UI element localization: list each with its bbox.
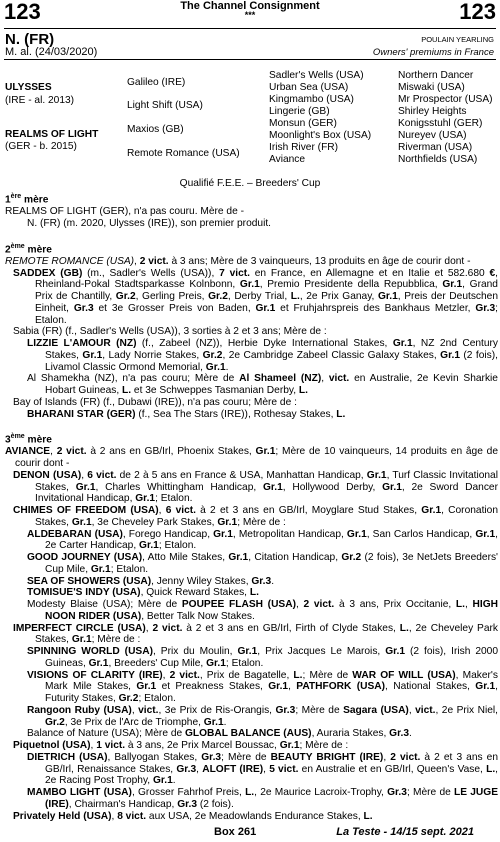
lot-number-right: 123 (459, 0, 496, 24)
pedigree-dam: REALMS OF LIGHT (5, 129, 99, 140)
pedigree-gen3: Moonlight's Box (USA) (269, 130, 372, 141)
sex-label: POULAIN YEARLING (421, 35, 494, 44)
pedigree-sire: ULYSSES (5, 82, 52, 93)
catalogue-body (5, 191, 498, 822)
produce-lizzie: LIZZIE L'AMOUR (NZ) (f., Zabeel (NZ)), Herbie Dyke International Stakes, Gr.1, NZ 2nd Century Stakes, Gr.1, Lady Norrie Stakes, Gr.2, 2e Cambridge Zabeel Classic Galaxy Stakes, Gr.1 (2 fois), Livamol Classic Ormond Memorial, Gr.1. (27, 338, 499, 373)
pedigree-gen3: Urban Sea (USA) (269, 82, 349, 93)
produce-dietrich: DIETRICH (USA), Ballyogan Stakes, Gr.3; Mère de BEAUTY BRIGHT (IRE), 2 vict. à 2 et 3 ans en GB/Irl, Renaissance Stakes, Gr.3, ALOFT (IRE), 5 vict. en Australie et en GB/Irl, Queen's Vase, L., 2e Racing Post Trophy, Gr.1. (27, 751, 498, 787)
produce-alshamekha: Al Shamekha (NZ), n'a pas couru; Mère de Al Shameel (NZ), vict. en Australie, 2e Kevin Sharkie Hobart Guineas, L. et 3e Schweppes Tasmanian Derby, L. (27, 373, 498, 397)
produce-privately-held: Privately Held (USA), 8 vict. aux USA, 2e Meadowlands Endurance Stakes, L. (13, 810, 373, 822)
produce-visions: VISIONS OF CLARITY (IRE), 2 vict., Prix de Bagatelle, L.; Mère de WAR OF WILL (USA), Maker's Mark Mile Stakes, Gr.1 et Preakness Stakes, Gr.1, PATHFORK (USA), National Stakes, Gr.1, Futurity Stakes, Gr.2; Etalon. (27, 669, 498, 705)
sale-venue-date: La Teste - 14/15 sept. 2021 (336, 826, 474, 838)
pedigree-gen4: Mr Prospector (USA) (398, 94, 493, 105)
produce-sea-of-showers: SEA OF SHOWERS (USA), Jenny Wiley Stakes, Gr.3. (27, 575, 275, 587)
pedigree-rule (4, 59, 496, 60)
lot-number-left: 123 (4, 0, 41, 24)
produce-aldebaran: ALDEBARAN (USA), Forego Handicap, Gr.1, Metropolitan Handicap, Gr.1, San Carlos Handicap, Gr.1, 2e Carter Handicap, Gr.1; Etalon. (27, 528, 498, 552)
pedigree-gen2: Remote Romance (USA) (127, 148, 240, 159)
pedigree-gen3: Kingmambo (USA) (269, 94, 354, 105)
pedigree-gen4: Shirley Heights (398, 106, 467, 117)
box-number: Box 261 (214, 826, 257, 838)
produce-mambo-light: MAMBO LIGHT (USA), Grosser Fahrhof Preis, L., 2e Maurice Lacroix-Trophy, Gr.3; Mère de LE JUGE (IRE), Chairman's Handicap, Gr.3 (2 fois). (27, 787, 499, 810)
produce-tomisues: TOMISUE'S INDY (USA), Quick Reward Stakes, L. (27, 587, 259, 599)
produce-spinning-world: SPINNING WORLD (USA), Prix du Moulin, Gr.1, Prix Jacques Le Marois, Gr.1 (2 fois), Irish 2000 Guineas, Gr.1, Breeders' Cup Mile, Gr.1; Etalon. (27, 646, 498, 669)
first-dam-heading: 1ère mère (5, 193, 49, 206)
produce-piquetnol: Piquetnol (USA), 1 vict. à 3 ans, 2e Prix Marcel Boussac, Gr.1; Mère de : (13, 740, 349, 752)
pedigree-gen4: Nureyev (USA) (398, 130, 467, 141)
third-dam-paragraph: AVIANCE, 2 vict. à 2 ans en GB/Irl, Phoenix Stakes, Gr.1; Mère de 10 vainqueurs, 14 produits en âge de courir dont - (5, 446, 498, 470)
pedigree-gen2: Galileo (IRE) (127, 77, 186, 88)
pedigree-gen2: Maxios (GB) (127, 124, 184, 135)
produce-denon: DENON (USA), 6 vict. de 2 à 5 ans en France & USA, Manhattan Handicap, Gr.1, Turf Classic Invitational Stakes, Gr.1, Charles Whittingham Handicap, Gr.1, Hollywood Derby, Gr.1, 2e Sword Dancer Invitational Handicap, Gr.1; Etalon. (13, 469, 498, 505)
produce-modesty: Modesty Blaise (USA); Mère de POUPEE FLASH (USA), 2 vict. à 3 ans, Prix Occitanie, L., HIGH NOON RIDER (USA), Better Talk Now Stakes. (27, 599, 498, 622)
pedigree-gen3: Sadler's Wells (USA) (269, 70, 364, 81)
first-dam-line: REALMS OF LIGHT (GER), n'a pas couru. Mère de - (5, 206, 244, 218)
pedigree-dam-info: (GER - b. 2015) (5, 141, 77, 152)
produce-bay-of-islands: Bay of Islands (FR) (f., Dubawi (IRE)), n'a pas couru; Mère de : (13, 396, 297, 408)
pedigree-gen2: Light Shift (USA) (127, 100, 203, 111)
produce-bharani: BHARANI STAR (GER) (f., Sea The Stars (IRE)), Rothesay Stakes, L. (27, 408, 346, 420)
pedigree-gen4: Riverman (USA) (398, 142, 473, 153)
first-dam-produce: N. (FR) (m. 2020, Ulysses (IRE)), son premier produit. (27, 217, 271, 229)
header-rule (4, 28, 496, 29)
produce-rangoon-ruby: Rangoon Ruby (USA), vict., 3e Prix de Ris-Orangis, Gr.3; Mère de Sagara (USA), vict., 2e Prix Niel, Gr.2, 3e Prix de l'Arc de Triomphe, Gr.1. (27, 704, 498, 728)
pedigree-gen4: Northern Dancer (398, 70, 474, 81)
owners-note: Owners' premiums in France (372, 47, 494, 58)
pedigree-gen3: Aviance (269, 154, 306, 165)
pedigree-sire-info: (IRE - al. 2013) (5, 95, 75, 106)
qualification: Qualifié F.E.E. – Breeders' Cup (179, 178, 321, 189)
pedigree-gen4: Miswaki (USA) (398, 82, 465, 93)
third-dam-heading: 3ème mère (5, 433, 52, 446)
produce-chimes: CHIMES OF FREEDOM (USA), 6 vict. à 2 et 3 ans en GB/Irl, Moyglare Stud Stakes, Gr.1, Coronation Stakes, Gr.1, 3e Cheveley Park Stakes, Gr.1; Mère de : (13, 505, 498, 528)
produce-sabia: Sabia (FR) (f., Sadler's Wells (USA)), 3 sorties à 2 et 3 ans; Mère de : (13, 326, 327, 338)
consignor-stars: *** (244, 10, 256, 20)
pedigree-gen3: Irish River (FR) (269, 142, 339, 153)
consignor-title: The Channel Consignment (180, 0, 320, 12)
sex-info: M. al. (24/03/2020) (5, 46, 98, 58)
second-dam-paragraph: REMOTE ROMANCE (USA), 2 vict. à 3 ans; Mère de 3 vainqueurs, 13 produits en âge de courir dont - (5, 255, 471, 267)
produce-good-journey: GOOD JOURNEY (USA), Atto Mile Stakes, Gr.1, Citation Handicap, Gr.2 (2 fois), 3e NetJets Breeders' Cup Mile, Gr.1; Etalon. (27, 552, 499, 575)
pedigree-gen3: Monsun (GER) (269, 118, 337, 129)
horse-name: N. (FR) (5, 31, 55, 48)
pedigree-gen4: Northfields (USA) (398, 154, 478, 165)
pedigree-gen4: Konigsstuhl (GER) (398, 118, 483, 129)
produce-balance: Balance of Nature (USA); Mère de GLOBAL BALANCE (AUS), Auraria Stakes, Gr.3. (27, 728, 412, 740)
second-dam-heading: 2ème mère (5, 242, 52, 256)
pedigree-gen3: Lingerie (GB) (269, 106, 330, 117)
produce-imperfect-circle: IMPERFECT CIRCLE (USA), 2 vict. à 2 et 3 ans en GB/Irl, Firth of Clyde Stakes, L., 2e Cheveley Park Stakes, Gr.1; Mère de : (13, 622, 498, 646)
produce-saddex: SADDEX (GB) (m., Sadler's Wells (USA)), 7 vict. en France, en Allemagne et en Italie et 582.680 €, Rheinland-Pokal Stadtsparkasse Kolnbonn, Gr.1, Premio Presidente della Repubblica, Gr.1, Grand Prix de Chantilly, Gr.2, Gerling Preis, Gr.2, Derby Trial, L., 2e Prix Ganay, Gr.1, Preis der Deutschen Einheit, Gr.3 et 3e Grosser Preis von Baden, Gr.1 et Fruhjahrspreis des Bankhaus Metzler, Gr.3; Etalon. (13, 267, 499, 326)
